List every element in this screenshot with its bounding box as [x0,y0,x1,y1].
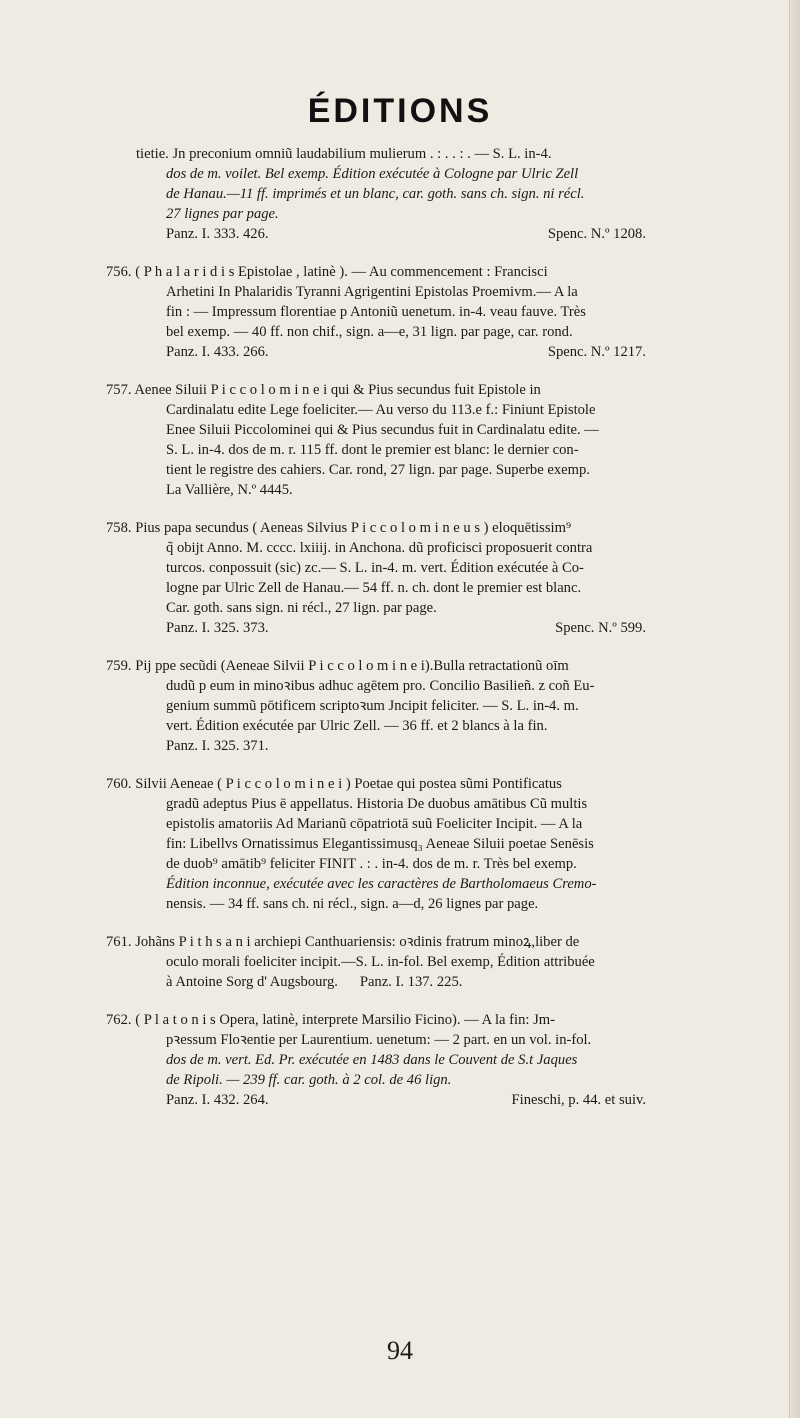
entry-line-text: Pius papa secundus ( Aeneas Silvius P i c c o l o m i n e u s ) eloquētissim⁹ [135,520,572,536]
entry-line: q̃ obijt Anno. M. cccc. lxiiij. in Anchona. dũ proficisci proposuerit contra [166,540,593,556]
entry-line: fin : — Impressum florentiae p Antoniũ uenetum. in-4. veau fauve. Très [166,304,586,320]
entry-citation [106,618,756,638]
catalogue-entry [106,262,756,362]
entry-line: de Hanau.—11 ff. imprimés et un blanc, car. goth. sans ch. sign. ni récl. [166,186,585,202]
entry-citation [106,342,756,362]
entry-number: 756. [106,264,132,280]
citation-right: Fineschi, p. 44. et suiv. [511,1092,646,1108]
entry-line: Cardinalatu edite Lege foeliciter.— Au verso du 113.e f.: Finiunt Epistole [166,402,596,418]
entry-line: genium summũ pōtificem scriptoꝛum Jncipit feliciter. — S. L. in-4. m. [166,698,579,714]
citation-left: Panz. I. 433. 266. [166,344,269,360]
entry-line: tietie. Jn preconium omniũ laudabilium mulierum . : . . : . — S. L. in-4. [136,146,552,162]
entry-line: 27 lignes par page. [166,206,279,222]
catalogue-entry [106,380,756,500]
entry-line: logne par Ulric Zell de Hanau.— 54 ff. n. ch. dont le premier est blanc. [166,580,582,596]
entry-number: 760. [106,776,132,792]
entry-line: Arhetini In Phalaridis Tyranni Agrigentini Epistolas Proemivm.— A la [166,284,578,300]
catalogue-body [106,144,756,1128]
entry-citation [136,224,756,244]
citation-right: Spenc. N.º 599. [555,620,646,636]
catalogue-entry [106,656,756,756]
entry-citation [106,736,756,756]
page-edge [789,0,800,1418]
entry-line: epistolis amatoriis Ad Marianũ cōpatriotā suũ Foeliciter Incipit. — A la [166,816,583,832]
entry-citation [106,480,756,500]
citation-right: Spenc. N.º 1217. [547,344,646,360]
citation-right: Spenc. N.º 1208. [547,226,646,242]
entry-line [106,656,756,676]
entry-line: bel exemp. — 40 ff. non chif., sign. a—e, 31 lign. par page, car. rond. [166,324,573,340]
entry-line: Édition inconnue, exécutée avec les caractères de Bartholomaeus Cremo- [166,876,597,892]
entry-line: dudũ p eum in minoꝛibus adhuc agētem pro. Concilio Basilieñ. z coñ Eu- [166,678,595,694]
entry-line-text: Silvii Aeneae ( P i c c o l o m i n e i ) Poetae qui postea sũmi Pontificatus [135,776,562,792]
entry-line [106,932,756,952]
catalogue-entry [136,144,756,244]
entry-line-text: Pij ppe secũdi (Aeneae Silvii P i c c o l o m i n e i).Bulla retractationũ oīm [135,658,569,674]
entry-line [106,262,756,282]
entry-number: 761. [106,934,132,950]
entry-line-text: Aenee Siluii P i c c o l o m i n e i qui & Pius secundus fuit Epistole in [134,382,541,398]
entry-line-text: ( P l a t o n i s Opera, latinè, interprete Marsilio Ficino). — A la fin: Jm- [135,1012,555,1028]
entry-line [106,774,756,794]
entry-line: à Antoine Sorg d' Augsbourg. Panz. I. 137. 225. [166,974,463,990]
entry-line [106,380,756,400]
entry-line: pꝛessum Floꝛentie per Laurentium. uenetum: — 2 part. en un vol. in-fol. [166,1032,592,1048]
entry-citation [106,1090,756,1110]
entry-line [106,1010,756,1030]
entry-line: S. L. in-4. dos de m. r. 115 ff. dont le premier est blanc: le dernier con- [166,442,579,458]
entry-number: 759. [106,658,132,674]
citation-left: Panz. I. 432. 264. [166,1092,269,1108]
catalogue-entry [106,518,756,638]
entry-line: de duob⁹ amātib⁹ feliciter FINIT . : . in-4. dos de m. r. Très bel exemp. [166,856,577,872]
entry-line: dos de m. voilet. Bel exemp. Édition exécutée à Cologne par Ulric Zell [166,166,579,182]
entry-line-text: ( P h a l a r i d i s Epistolae , latinè ). — Au commencement : Francisci [135,264,548,280]
entry-line: Car. goth. sans sign. ni récl., 27 lign. par page. [166,600,437,616]
catalogue-entry [106,774,756,914]
citation-left: Panz. I. 333. 426. [166,226,269,242]
running-header: ÉDITIONS [307,92,493,130]
entry-line: de Ripoli. — 239 ff. car. goth. à 2 col. de 46 lign. [166,1072,452,1088]
entry-line: fin: Libellvs Ornatissimus Elegantissimusq₃ Aeneae Siluii poetae Senēsis [166,836,594,852]
citation-left: Panz. I. 325. 371. [166,738,269,754]
entry-line-text: Johãns P i t h s a n i archiepi Canthuariensis: oꝛdinis fratrum minoꝝ,liber de [135,934,580,950]
entry-line: tient le registre des cahiers. Car. rond, 27 lign. par page. Superbe exemp. [166,462,590,478]
entry-line: Enee Siluii Piccolominei qui & Pius secundus fuit in Cardinalatu edite. — [166,422,599,438]
entry-line: nensis. — 34 ff. sans ch. ni récl., sign. a—d, 26 lignes par page. [166,896,539,912]
entry-line: turcos. conpossuit (sic) zc.— S. L. in-4. m. vert. Édition exécutée à Co- [166,560,584,576]
entry-line: dos de m. vert. Ed. Pr. exécutée en 1483 dans le Couvent de S.t Jaques [166,1052,578,1068]
page-number: 94 [387,1336,413,1365]
entry-line: gradũ adeptus Pius ē appellatus. Historia De duobus amātibus Cũ multis [166,796,588,812]
citation-left: La Vallière, N.º 4445. [166,482,293,498]
entry-line [106,518,756,538]
entry-number: 757. [106,382,132,398]
catalogue-entry [106,1010,756,1110]
entry-line: oculo morali foeliciter incipit.—S. L. in-fol. Bel exemp, Édition attribuée [166,954,595,970]
entry-number: 762. [106,1012,132,1028]
entry-number: 758. [106,520,132,536]
citation-left: Panz. I. 325. 373. [166,620,269,636]
catalogue-entry [106,932,756,992]
entry-line: vert. Édition exécutée par Ulric Zell. — 36 ff. et 2 blancs à la fin. [166,718,548,734]
